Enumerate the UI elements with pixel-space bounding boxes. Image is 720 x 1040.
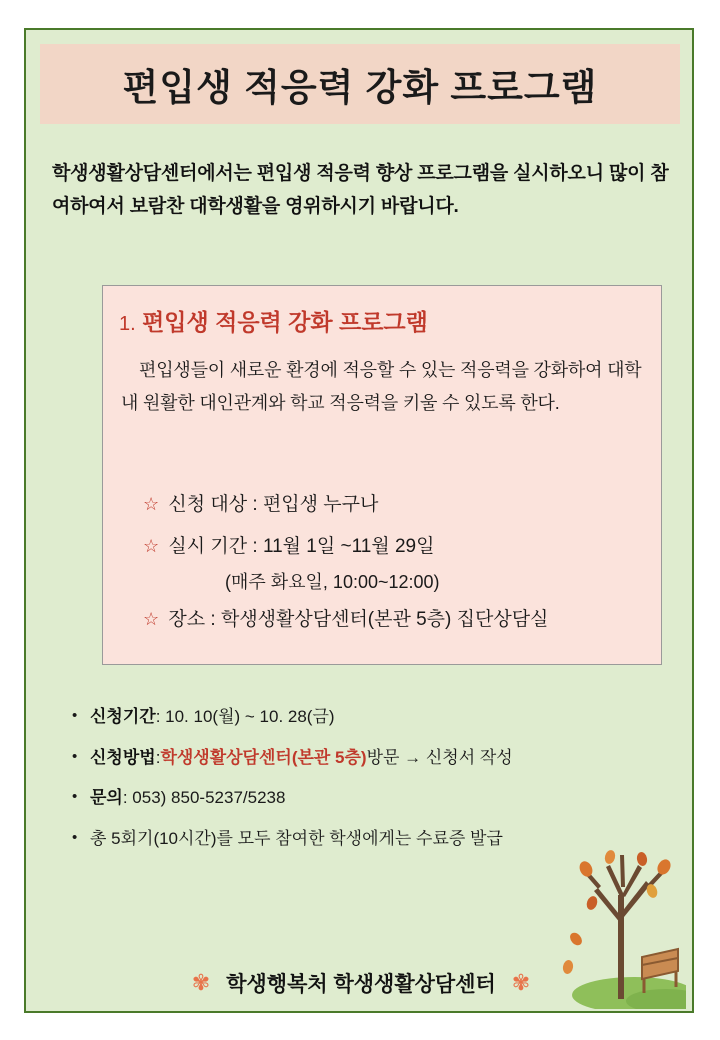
list-item-label: 장소 : 학생생활상담센터(본관 5층) 집단상담실 <box>168 609 549 630</box>
bullet-label: 문의 <box>90 788 123 808</box>
schedule-note: (매주 화요일, 10:00~12:00) <box>225 572 440 592</box>
list-item <box>143 606 653 635</box>
bullet-icon: • <box>72 828 78 846</box>
star-icon: ☆ <box>143 494 160 514</box>
page-title: 편입생 적응력 강화 프로그램 <box>122 67 598 108</box>
list-item <box>72 786 672 811</box>
bullet-icon: • <box>72 788 78 806</box>
program-detail-box <box>102 285 662 665</box>
program-heading <box>119 304 428 337</box>
program-info-list <box>143 491 653 648</box>
bullet-tail: 방문 → 신청서 작성 <box>366 747 513 767</box>
footer-signature <box>26 968 694 998</box>
program-number: 1. <box>119 313 136 335</box>
footer-organization: 학생행복처 학생생활상담센터 <box>226 973 496 996</box>
poster-title-banner <box>40 44 680 124</box>
bullet-emphasis: 학생생활상담센터(본관 5층) <box>160 747 367 767</box>
list-item-label: 실시 기간 : 11월 1일 ~11월 29일 <box>168 535 435 557</box>
poster-container <box>24 28 694 1013</box>
bullet-text: : 10. 10(월) ~ 10. 28(금) <box>155 707 335 726</box>
bullet-icon: • <box>72 707 78 724</box>
application-bullet-list <box>72 705 672 868</box>
program-heading-text: 편입생 적응력 강화 프로그램 <box>142 309 428 335</box>
list-item-label: 신청 대상 : 편입생 누구나 <box>168 494 379 515</box>
list-item <box>72 705 672 730</box>
list-item <box>72 746 672 771</box>
bullet-label: 신청방법 <box>90 747 156 767</box>
bullet-label: 신청기간 <box>90 707 156 726</box>
bullet-text: : 053) 850-5237/5238 <box>122 788 286 808</box>
bullet-icon: • <box>72 747 78 765</box>
star-icon: ☆ <box>143 609 160 629</box>
flower-icon: ✾ <box>511 970 531 995</box>
star-icon: ☆ <box>143 535 160 556</box>
bullet-text: : <box>155 747 161 767</box>
program-description: 편입생들이 새로운 환경에 적응할 수 있는 적응력을 강화하여 대학 내 원활한 대인관계와 학교 적응력을 키울 수 있도록 한다. <box>121 360 642 414</box>
flower-icon: ✾ <box>191 970 211 995</box>
intro-paragraph: 학생생활상담센터에서는 편입생 적응력 향상 프로그램을 실시하오니 많이 참여하여서 보람찬 대학생활을 영위하시기 바랍니다. <box>52 163 669 217</box>
list-item <box>72 827 672 852</box>
bullet-text: 총 5회기(10시간)를 모두 참여한 학생에게는 수료증 발급 <box>90 828 503 848</box>
list-item <box>143 491 653 520</box>
list-item <box>143 533 653 562</box>
